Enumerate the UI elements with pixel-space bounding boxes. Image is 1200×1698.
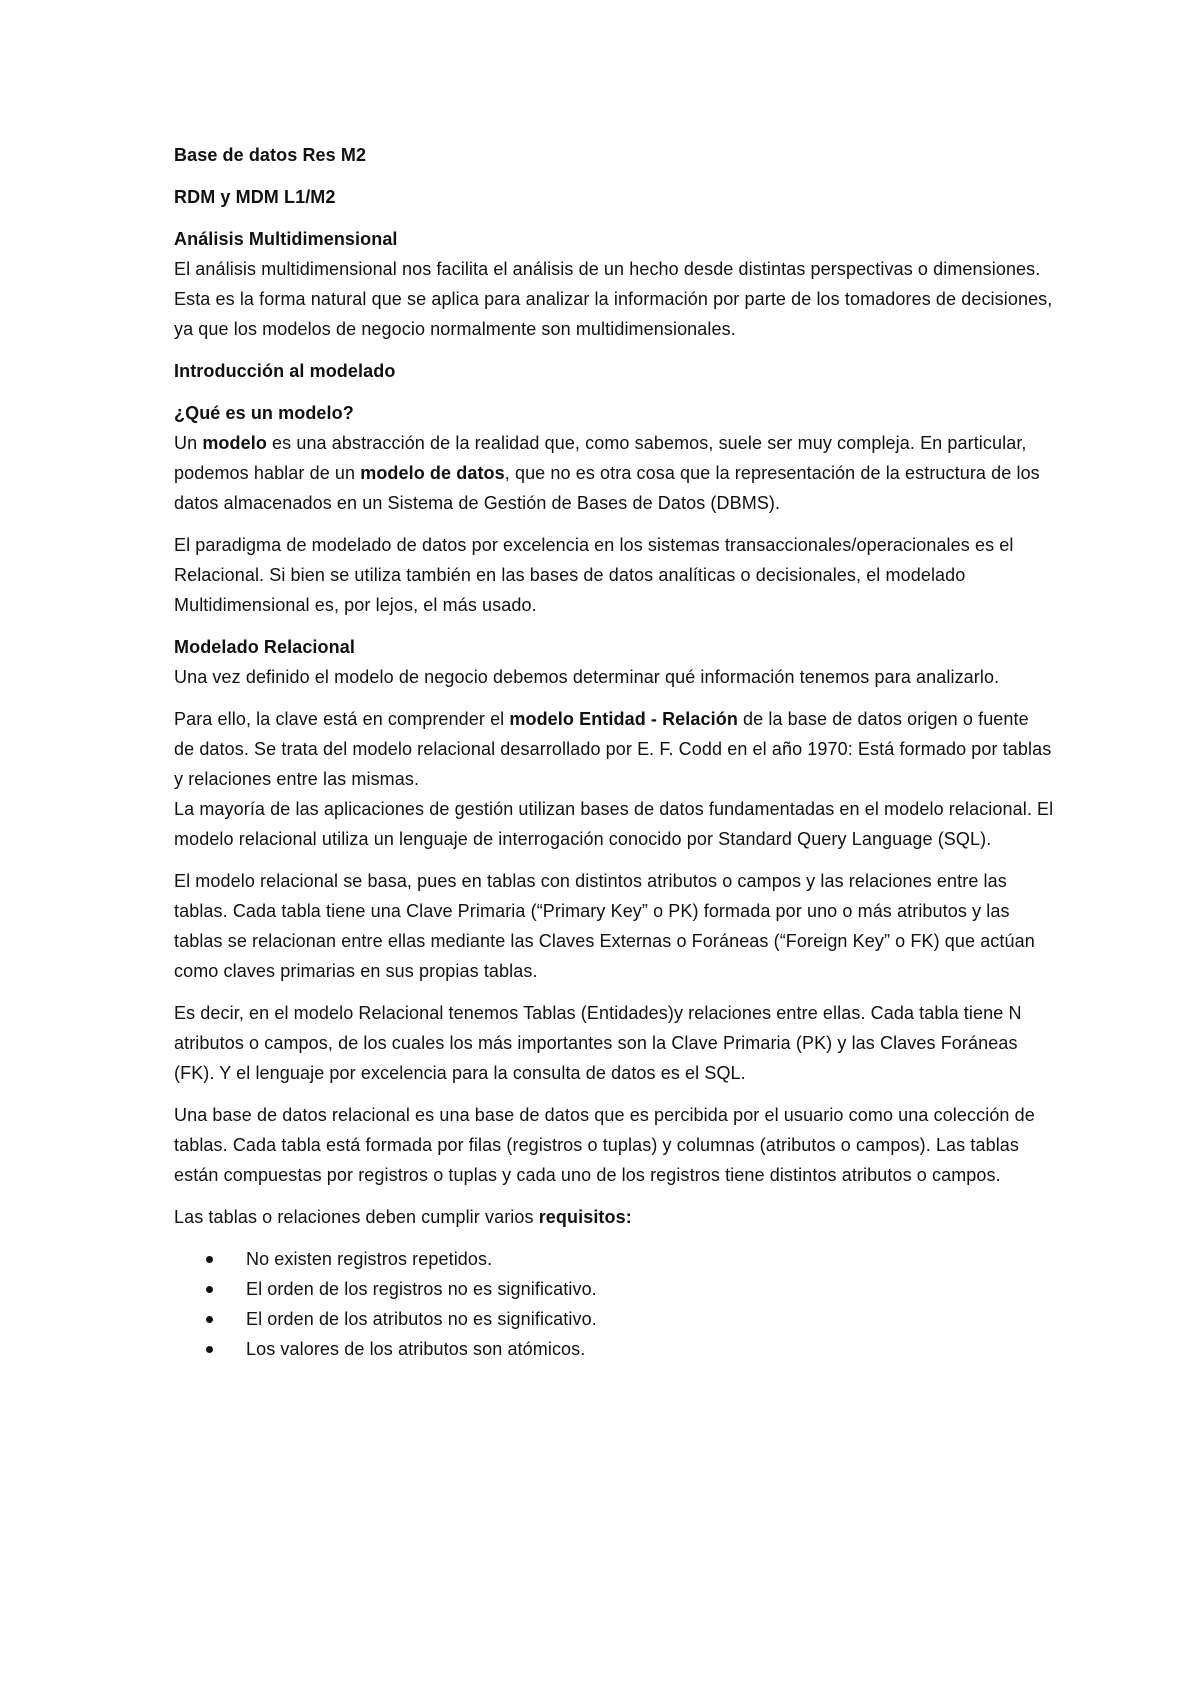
- paragraph-text-part: de la base de datos origen o fuente de datos. Se trata del modelo relacional desarrollado por E. F. Codd en el año 1970: Está formado por tablas y relaciones entre las mismas.: [174, 709, 1052, 789]
- bullet-icon: [206, 1316, 213, 1323]
- bullet-icon: [206, 1346, 213, 1353]
- bullet-icon: [206, 1256, 213, 1263]
- bold-term: modelo: [202, 433, 267, 453]
- section-que-es-modelo: [174, 398, 1054, 518]
- bold-term: modelo de datos: [360, 463, 505, 483]
- list-item-text: El orden de los registros no es significativo.: [246, 1279, 597, 1299]
- section-heading: ¿Qué es un modelo?: [174, 403, 354, 423]
- document-subtitle: RDM y MDM L1/M2: [174, 187, 336, 207]
- paragraph-text-part: es una abstracción de la realidad que, como sabemos, suele ser muy compleja. En particular, podemos hablar de un: [174, 433, 1027, 483]
- section-heading-introduccion: Introducción al modelado: [174, 361, 396, 381]
- paragraph-text-part: La mayoría de las aplicaciones de gestión utilizan bases de datos fundamentadas en el modelo relacional. El modelo relacional utiliza un lenguaje de interrogación conocido por Standard Query Language (SQL).: [174, 799, 1054, 849]
- list-item: [174, 1274, 1054, 1304]
- bullet-icon: [206, 1286, 213, 1293]
- list-item: [174, 1304, 1054, 1334]
- list-item-text: El orden de los atributos no es significativo.: [246, 1309, 597, 1329]
- paragraph: Es decir, en el modelo Relacional tenemos Tablas (Entidades)y relaciones entre ellas. Cada tabla tiene N atributos o campos, de los cuales los más importantes son la Clave Primaria (PK) y las Claves Foráneas (FK). Y el lenguaje por excelencia para la consulta de datos es el SQL.: [174, 1003, 1022, 1083]
- paragraph-text: Una vez definido el modelo de negocio debemos determinar qué información tenemos para analizarlo.: [174, 667, 1000, 687]
- paragraph-requisitos: [174, 1202, 1054, 1232]
- bold-term: requisitos:: [538, 1207, 632, 1227]
- paragraph-text-part: Las tablas o relaciones deben cumplir varios: [174, 1207, 539, 1227]
- paragraph-text-part: Un: [174, 433, 203, 453]
- bold-term: modelo Entidad - Relación: [509, 709, 738, 729]
- section-analisis-multidimensional: [174, 224, 1054, 344]
- requirements-list: [174, 1244, 1054, 1364]
- section-heading: Análisis Multidimensional: [174, 229, 398, 249]
- list-item-text: No existen registros repetidos.: [246, 1249, 493, 1269]
- paragraph: Una base de datos relacional es una base de datos que es percibida por el usuario como una colección de tablas. Cada tabla está formada por filas (registros o tuplas) y columnas (atributos o campos). Las tablas están compuestas por registros o tuplas y cada uno de los registros tiene distintos atributos o campos.: [174, 1105, 1035, 1185]
- paragraph: El paradigma de modelado de datos por excelencia en los sistemas transaccionales/operacionales es el Relacional. Si bien se utiliza también en las bases de datos analíticas o decisionales, el modelado Multidimensional es, por lejos, el más usado.: [174, 535, 1014, 615]
- paragraph-entidad-relacion: [174, 704, 1054, 854]
- list-item: [174, 1244, 1054, 1274]
- paragraph-text: El análisis multidimensional nos facilita el análisis de un hecho desde distintas perspectivas o dimensiones. Esta es la forma natural que se aplica para analizar la información por parte de los tomadores de decisiones, ya que los modelos de negocio normalmente son multidimensionales.: [174, 259, 1053, 339]
- document-page: [174, 140, 1054, 1364]
- paragraph-text-part: Para ello, la clave está en comprender el: [174, 709, 510, 729]
- document-title: Base de datos Res M2: [174, 145, 367, 165]
- section-heading: Modelado Relacional: [174, 637, 355, 657]
- paragraph: El modelo relacional se basa, pues en tablas con distintos atributos o campos y las relaciones entre las tablas. Cada tabla tiene una Clave Primaria (“Primary Key” o PK) formada por uno o más atributos y las tablas se relacionan entre ellas mediante las Claves Externas o Foráneas (“Foreign Key” o FK) que actúan como claves primarias en sus propias tablas.: [174, 871, 1035, 981]
- section-modelado-relacional: [174, 632, 1054, 692]
- list-item: [174, 1334, 1054, 1364]
- list-item-text: Los valores de los atributos son atómicos.: [246, 1339, 586, 1359]
- paragraph-text-part: , que no es otra cosa que la representación de la estructura de los datos almacenados en un Sistema de Gestión de Bases de Datos (DBMS).: [174, 463, 1040, 513]
